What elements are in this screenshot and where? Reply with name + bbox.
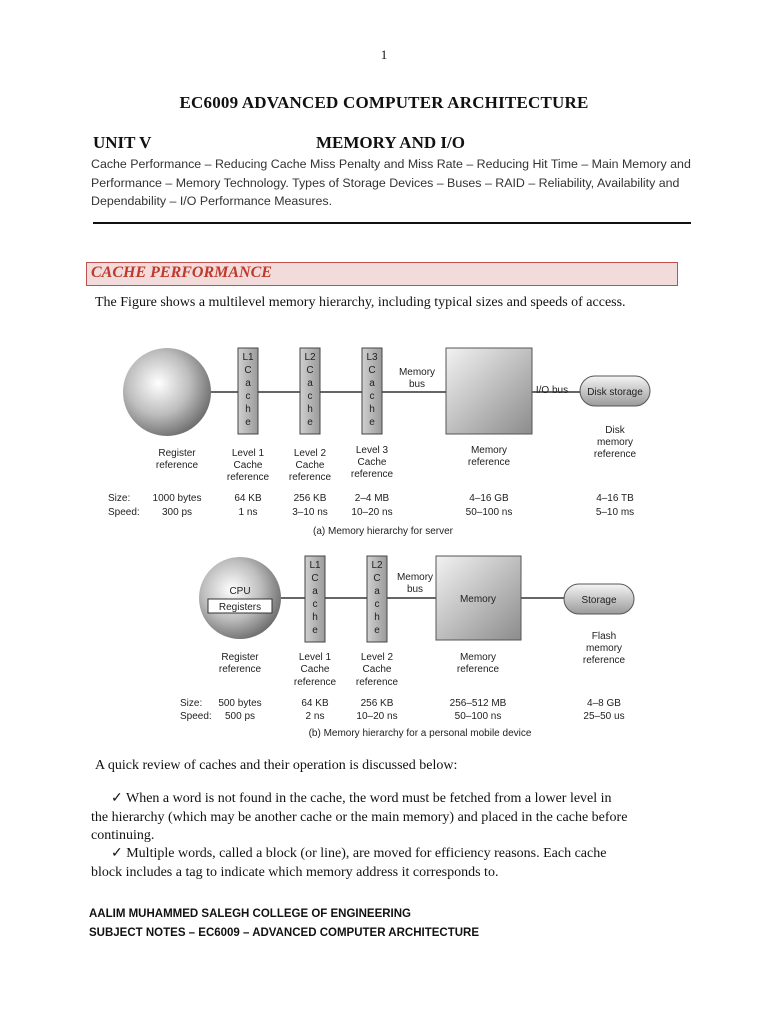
speed-value: 500 ps (224, 711, 256, 722)
level-label: reference (288, 472, 332, 483)
level-label: Memory (470, 445, 508, 456)
cpu-label: CPU (229, 586, 251, 597)
cache-letter: c (307, 391, 313, 402)
size-value: 64 KB (301, 698, 329, 709)
level-label: Cache (357, 457, 387, 468)
cache-letter: c (369, 391, 375, 402)
cache-letter: C (368, 365, 376, 376)
footer-college: AALIM MUHAMMED SALEGH COLLEGE OF ENGINEERING (89, 908, 411, 920)
level-label: Level 1 (298, 652, 332, 663)
level-label: reference (218, 664, 262, 675)
size-row-label: Size: (180, 698, 203, 709)
l2-cache-block (300, 348, 320, 434)
size-value: 4–16 GB (469, 493, 509, 504)
memory-bus-label: Memory (396, 572, 434, 583)
cache-letter: e (374, 625, 380, 636)
cache-letter: e (369, 417, 375, 428)
unit-title: MEMORY AND I/O (316, 133, 465, 152)
size-value: 256 KB (293, 493, 327, 504)
l2-label: L2 (371, 560, 383, 571)
l2-cache-block (367, 556, 387, 642)
l1-label: L1 (309, 560, 321, 571)
size-value: 4–16 TB (596, 493, 634, 504)
speed-value: 2 ns (305, 711, 325, 722)
cache-letter: a (374, 586, 380, 597)
memory-box-label: Memory (459, 594, 497, 605)
intro-paragraph: The Figure shows a multilevel memory hierarchy, including typical sizes and speeds of access. (95, 295, 626, 310)
speed-value: 25–50 us (583, 711, 625, 722)
level-label: reference (467, 457, 511, 468)
speed-value: 1 ns (238, 507, 258, 518)
level-label: Level 1 (231, 448, 265, 459)
l2-label: L2 (304, 352, 316, 363)
level-label: memory (585, 643, 623, 654)
l1-cache-block (305, 556, 325, 642)
cache-letter: e (312, 625, 318, 636)
bullet-text: the hierarchy (which may be another cache or the main memory) and placed in the cache before (91, 809, 628, 825)
level-label: Memory (459, 652, 497, 663)
unit-label: UNIT V (93, 133, 152, 152)
memory-bus-label: bus (408, 379, 426, 390)
section-heading-text: CACHE PERFORMANCE (91, 264, 272, 281)
cache-letter: c (312, 599, 318, 610)
level-label: reference (350, 469, 394, 480)
cache-letter: c (374, 599, 380, 610)
level-label: reference (155, 460, 199, 471)
speed-value: 10–20 ns (351, 507, 393, 518)
storage-label: Storage (581, 595, 617, 606)
memory-bus-label: Memory (398, 367, 436, 378)
footer-subject: SUBJECT NOTES – EC6009 – ADVANCED COMPUTER ARCHITECTURE (89, 927, 479, 939)
level-label: Cache (300, 664, 330, 675)
level-label: reference (593, 449, 637, 460)
level-label: Cache (295, 460, 325, 471)
level-label: Cache (233, 460, 263, 471)
level-label: Level 3 (355, 445, 389, 456)
bullet-item (91, 790, 691, 846)
syllabus-text: Cache Performance – Reducing Cache Miss Penalty and Miss Rate – Reducing Hit Time – Main Memory and Performance – Memory Technology. Types of Storage Devices – Buses – RAID – Reliability, Availability and Dependability – I/O Performance Measures. (91, 157, 691, 208)
memory-bus-label: bus (406, 584, 424, 595)
cache-letter: C (311, 573, 319, 584)
level-label: reference (355, 677, 399, 688)
disk-storage-cylinder (580, 376, 650, 406)
level-label: Disk (605, 425, 625, 436)
page-number: 1 (380, 47, 388, 62)
bullet-item (91, 845, 691, 882)
cache-letter: a (369, 378, 375, 389)
level-label: reference (226, 472, 270, 483)
l3-cache-block (362, 348, 382, 434)
speed-row-label: Speed: (108, 507, 140, 518)
cache-letter: a (312, 586, 318, 597)
cache-letter: e (245, 417, 251, 428)
speed-value: 50–100 ns (465, 507, 513, 518)
storage-cylinder (564, 584, 634, 614)
l3-label: L3 (366, 352, 378, 363)
bullet-text: continuing. (91, 828, 155, 843)
speed-value: 5–10 ms (595, 507, 635, 518)
size-value: 64 KB (234, 493, 262, 504)
memory-hierarchy-figure (100, 340, 680, 740)
cache-letter: C (373, 573, 381, 584)
figure-caption-b: (b) Memory hierarchy for a personal mobile device (308, 728, 532, 739)
level-label: reference (456, 664, 500, 675)
document-title: EC6009 ADVANCED COMPUTER ARCHITECTURE (179, 93, 589, 112)
level-label: Level 2 (360, 652, 394, 663)
size-value: 4–8 GB (587, 698, 621, 709)
cpu-register-sphere (123, 348, 211, 436)
figure-caption-a: (a) Memory hierarchy for server (312, 526, 454, 537)
speed-value: 300 ps (161, 507, 193, 518)
size-value: 2–4 MB (354, 493, 390, 504)
level-label: Flash (591, 631, 617, 642)
check-icon: ✓ (111, 791, 123, 806)
registers-label: Registers (218, 602, 262, 613)
bullet-text: block includes a tag to indicate which memory address it corresponds to. (91, 864, 499, 880)
bullet-text: Multiple words, called a block (or line), are moved for efficiency reasons. Each cache (126, 846, 607, 861)
level-label: reference (582, 655, 626, 666)
cache-letter: c (245, 391, 251, 402)
size-value: 256 KB (360, 698, 394, 709)
level-label: reference (293, 677, 337, 688)
size-row-label: Size: (108, 493, 131, 504)
speed-value: 50–100 ns (454, 711, 502, 722)
level-label: Level 2 (293, 448, 327, 459)
check-icon: ✓ (111, 846, 123, 861)
cache-letter: C (306, 365, 314, 376)
l1-label: L1 (242, 352, 254, 363)
cache-letter: h (374, 612, 380, 623)
level-label: Register (158, 448, 196, 459)
speed-value: 10–20 ns (356, 711, 398, 722)
size-value: 500 bytes (218, 698, 262, 709)
cache-letter: C (244, 365, 252, 376)
cache-letter: a (245, 378, 251, 389)
size-value: 256–512 MB (449, 698, 507, 709)
level-label: Cache (362, 664, 392, 675)
section-heading (86, 262, 678, 286)
cache-letter: e (307, 417, 313, 428)
cache-letter: h (312, 612, 318, 623)
review-intro: A quick review of caches and their operation is discussed below: (95, 758, 458, 773)
cpu-sphere (199, 557, 281, 639)
speed-value: 3–10 ns (292, 507, 328, 518)
level-label: memory (596, 437, 634, 448)
disk-storage-label: Disk storage (587, 387, 643, 398)
l1-cache-block (238, 348, 258, 434)
server-hierarchy (108, 348, 650, 537)
size-value: 1000 bytes (152, 493, 202, 504)
cache-letter: h (369, 404, 375, 415)
cache-letter: a (307, 378, 313, 389)
main-memory-box (446, 348, 532, 434)
divider (93, 222, 691, 224)
level-label: Register (221, 652, 259, 663)
io-bus-label: I/O bus (535, 385, 569, 396)
cache-letter: h (245, 404, 251, 415)
speed-row-label: Speed: (180, 711, 212, 722)
cache-letter: h (307, 404, 313, 415)
mobile-hierarchy (180, 556, 634, 739)
bullet-text: When a word is not found in the cache, the word must be fetched from a lower level in (125, 791, 612, 806)
